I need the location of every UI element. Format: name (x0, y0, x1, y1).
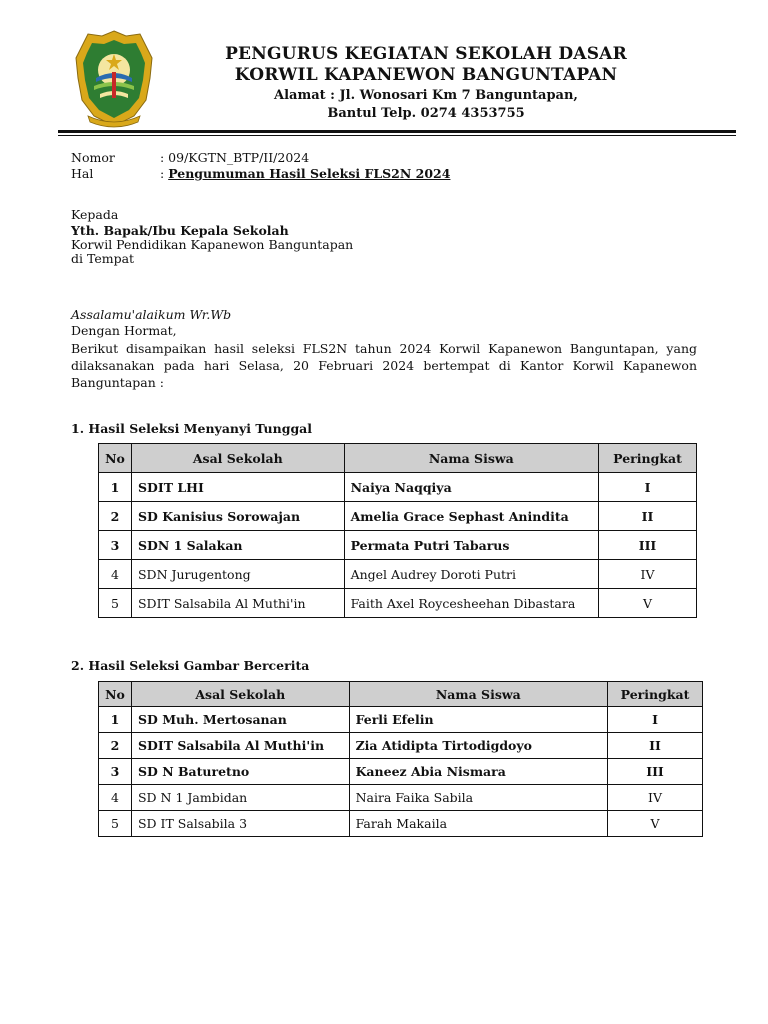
cell-name: Ferli Efelin (349, 707, 607, 733)
col-header-rank: Peringkat (608, 682, 703, 707)
cell-name: Naiya Naqqiya (344, 473, 598, 502)
col-header-name: Nama Siswa (344, 444, 598, 473)
cell-name: Farah Makaila (349, 811, 607, 837)
cell-no: 3 (99, 759, 132, 785)
table-row (99, 473, 697, 502)
table-row (99, 502, 697, 531)
cell-school: SD N Baturetno (131, 759, 349, 785)
cell-no: 4 (99, 785, 132, 811)
cell-name: Zia Atidipta Tirtodigdoyo (349, 733, 607, 759)
cell-name: Kaneez Abia Nismara (349, 759, 607, 785)
header-rule-thick (58, 130, 736, 133)
table-row (99, 759, 703, 785)
cell-school: SDN Jurugentong (131, 560, 344, 589)
table-row (99, 733, 703, 759)
section-1-title: 1. Hasil Seleksi Menyanyi Tunggal (71, 421, 313, 436)
col-header-no: No (99, 682, 132, 707)
table-row (99, 785, 703, 811)
col-header-school: Asal Sekolah (131, 682, 349, 707)
recipient-org: Korwil Pendidikan Kapanewon Banguntapan (71, 237, 354, 252)
cell-school: SDIT LHI (131, 473, 344, 502)
letterhead-phone: Bantul Telp. 0274 4353755 (327, 106, 525, 121)
cell-name: Amelia Grace Sephast Anindita (344, 502, 598, 531)
intro-paragraph: Berikut disampaikan hasil seleksi FLS2N tahun 2024 Korwil Kapanewon Banguntapan, yang dilaksanakan pada hari Selasa, 20 Februari 2024 bertempat di Kantor Korwil Kapanewon Banguntapan : (71, 341, 697, 390)
cell-school: SDIT Salsabila Al Muthi'in (131, 589, 344, 618)
col-header-school: Asal Sekolah (131, 444, 344, 473)
cell-school: SD Kanisius Sorowajan (131, 502, 344, 531)
cell-school: SDIT Salsabila Al Muthi'in (131, 733, 349, 759)
cell-rank: IV (599, 560, 697, 589)
cell-no: 5 (99, 589, 132, 618)
cell-no: 3 (99, 531, 132, 560)
cell-rank: II (608, 733, 703, 759)
col-header-no: No (99, 444, 132, 473)
section-2-title: 2. Hasil Seleksi Gambar Bercerita (71, 658, 310, 673)
cell-rank: IV (608, 785, 703, 811)
hal-colon: : (160, 166, 169, 181)
cell-school: SD N 1 Jambidan (131, 785, 349, 811)
cell-rank: III (599, 531, 697, 560)
table-header-row (99, 444, 697, 473)
salutation: Dengan Hormat, (71, 323, 177, 338)
table-row (99, 811, 703, 837)
cell-rank: I (599, 473, 697, 502)
cell-school: SDN 1 Salakan (131, 531, 344, 560)
letterhead-address: Alamat : Jl. Wonosari Km 7 Banguntapan, (274, 88, 578, 103)
col-header-name: Nama Siswa (349, 682, 607, 707)
table-header-row (99, 682, 703, 707)
col-header-rank: Peringkat (599, 444, 697, 473)
cell-name: Naira Faika Sabila (349, 785, 607, 811)
table-row (99, 531, 697, 560)
cell-rank: II (599, 502, 697, 531)
hal-value-line (160, 166, 450, 182)
recipient-place: di Tempat (71, 251, 135, 266)
header-rule-thin (58, 135, 736, 136)
cell-no: 5 (99, 811, 132, 837)
cell-no: 4 (99, 560, 132, 589)
kepada: Kepada (71, 207, 119, 222)
results-table-drawing (98, 681, 703, 837)
recipient-to: Yth. Bapak/Ibu Kepala Sekolah (71, 223, 289, 238)
table-row (99, 560, 697, 589)
cell-school: SD Muh. Mertosanan (131, 707, 349, 733)
hal-label: Hal (71, 166, 94, 181)
cell-no: 2 (99, 502, 132, 531)
table-row (99, 707, 703, 733)
nomor-label: Nomor (71, 150, 115, 165)
letterhead (170, 44, 682, 123)
bantul-emblem-logo (74, 28, 154, 130)
cell-name: Permata Putri Tabarus (344, 531, 598, 560)
hal-value: Pengumuman Hasil Seleksi FLS2N 2024 (168, 166, 451, 181)
results-table-singing (98, 443, 697, 618)
cell-rank: III (608, 759, 703, 785)
table-row (99, 589, 697, 618)
cell-rank: I (608, 707, 703, 733)
cell-rank: V (599, 589, 697, 618)
letterhead-line-1: PENGURUS KEGIATAN SEKOLAH DASAR (225, 44, 627, 64)
cell-no: 1 (99, 473, 132, 502)
greeting: Assalamu'alaikum Wr.Wb (71, 307, 232, 322)
nomor-value: : 09/KGTN_BTP/II/2024 (160, 150, 310, 165)
cell-rank: V (608, 811, 703, 837)
cell-name: Faith Axel Roycesheehan Dibastara (344, 589, 598, 618)
cell-no: 1 (99, 707, 132, 733)
letterhead-line-2: KORWIL KAPANEWON BANGUNTAPAN (234, 65, 618, 85)
cell-school: SD IT Salsabila 3 (131, 811, 349, 837)
cell-name: Angel Audrey Doroti Putri (344, 560, 598, 589)
cell-no: 2 (99, 733, 132, 759)
